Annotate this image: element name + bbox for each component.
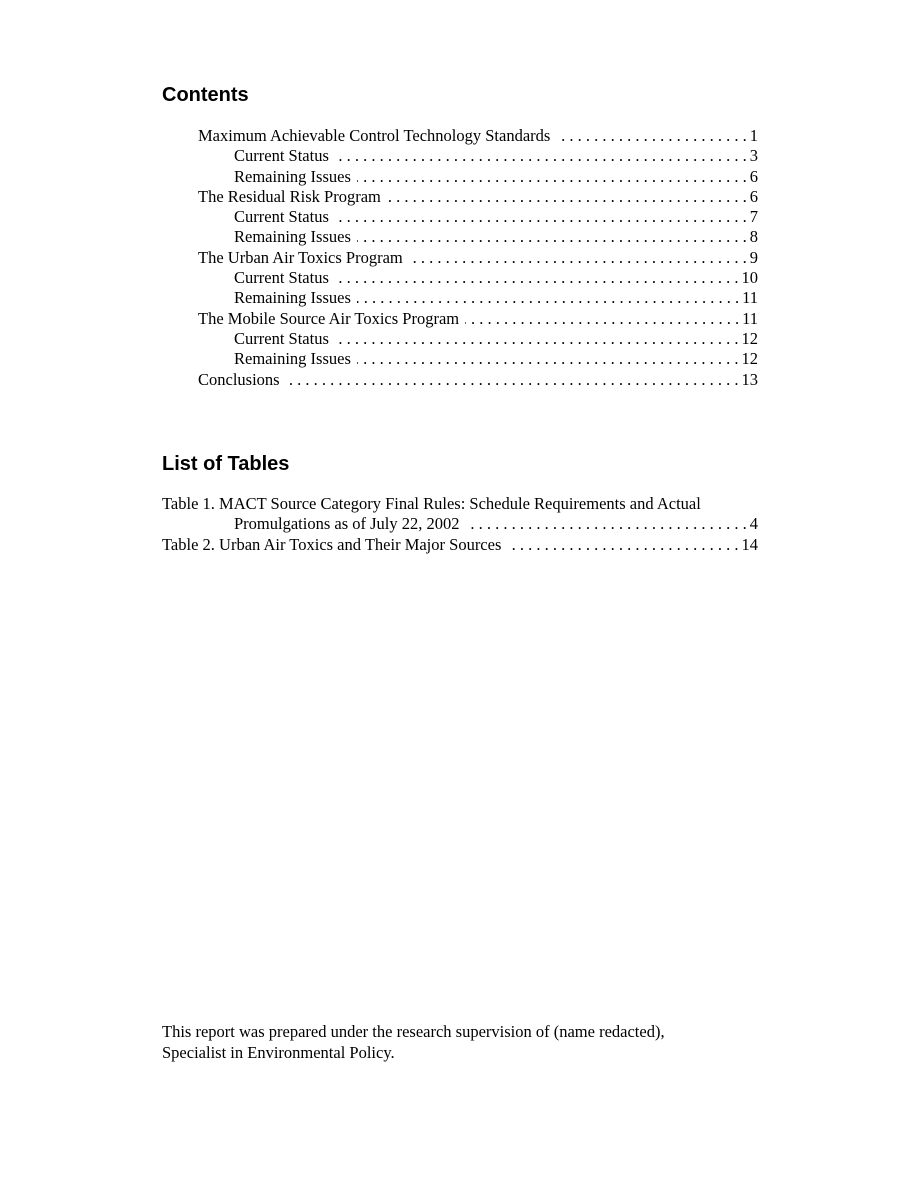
toc-leader [357,349,739,369]
toc-entry-title: Remaining Issues [234,166,351,186]
toc-entry[interactable] [162,126,758,146]
contents-list [162,126,758,390]
toc-leader [357,288,739,308]
toc-entry[interactable] [162,329,758,349]
table-entry-title: Table 1. MACT Source Category Final Rules: Schedule Requirements and Actual [162,494,701,513]
toc-entry-title: Remaining Issues [234,288,351,308]
toc-entry[interactable] [162,227,758,247]
toc-entry-page: 11 [742,288,758,308]
toc-leader [507,535,738,555]
table-entry-title-cont: Promulgations as of July 22, 2002 [234,514,460,534]
toc-entry-page: 12 [741,349,758,369]
toc-entry-title: Current Status [234,328,329,348]
toc-entry[interactable] [162,207,758,227]
toc-entry[interactable] [162,309,758,329]
table-entry-line [162,494,758,514]
toc-entry[interactable] [162,167,758,187]
toc-entry[interactable] [162,248,758,268]
toc-leader [465,309,739,329]
toc-entry-page: 7 [749,207,758,227]
toc-entry[interactable] [162,268,758,288]
toc-leader [466,514,747,534]
toc-leader [335,207,747,227]
contents-heading: Contents [162,84,249,106]
toc-entry-title: The Residual Risk Program [198,186,381,206]
table-entry-title: Table 2. Urban Air Toxics and Their Major Sources [162,534,502,554]
table-entry-page: 4 [749,514,758,534]
note-line: Specialist in Environmental Policy. [162,1042,395,1062]
toc-entry[interactable] [162,288,758,308]
toc-leader [335,146,747,166]
toc-leader [286,370,739,390]
toc-entry-title: Current Status [234,268,329,288]
list-of-tables-heading: List of Tables [162,453,290,475]
toc-entry-page: 10 [741,268,758,288]
toc-leader [335,268,739,288]
toc-entry-page: 11 [742,308,758,328]
research-supervision-note [162,1022,734,1063]
toc-entry[interactable] [162,349,758,369]
toc-entry[interactable] [162,187,758,207]
toc-entry-title: The Mobile Source Air Toxics Program [198,308,460,328]
toc-entry-title: Current Status [234,146,329,166]
toc-entry-title: Remaining Issues [234,227,351,247]
toc-entry-page: 12 [741,328,758,348]
toc-leader [387,187,747,207]
toc-leader [357,167,747,187]
list-of-tables [162,494,758,555]
toc-entry-page: 9 [749,247,758,267]
note-line: This report was prepared under the research supervision of (name redacted), [162,1022,665,1041]
toc-entry-page: 3 [749,146,758,166]
toc-leader [556,126,746,146]
toc-entry-title: Remaining Issues [234,349,351,369]
table-entry[interactable] [162,535,758,555]
toc-entry-title: Current Status [234,207,329,227]
toc-entry-page: 1 [749,126,758,145]
toc-entry-page: 8 [749,227,758,247]
toc-entry-page: 6 [749,166,758,186]
table-entry-continuation [162,514,758,534]
toc-leader [335,329,739,349]
toc-entry-title: Conclusions [198,369,280,389]
toc-entry-page: 13 [741,369,758,389]
toc-entry[interactable] [162,370,758,390]
toc-entry[interactable] [162,146,758,166]
toc-leader [409,248,747,268]
toc-leader [357,227,747,247]
table-entry[interactable] [162,494,758,535]
table-entry-page: 14 [741,534,758,554]
toc-entry-title: The Urban Air Toxics Program [198,247,403,267]
toc-entry-page: 6 [749,186,758,206]
toc-entry-title: Maximum Achievable Control Technology Standards [198,126,551,145]
